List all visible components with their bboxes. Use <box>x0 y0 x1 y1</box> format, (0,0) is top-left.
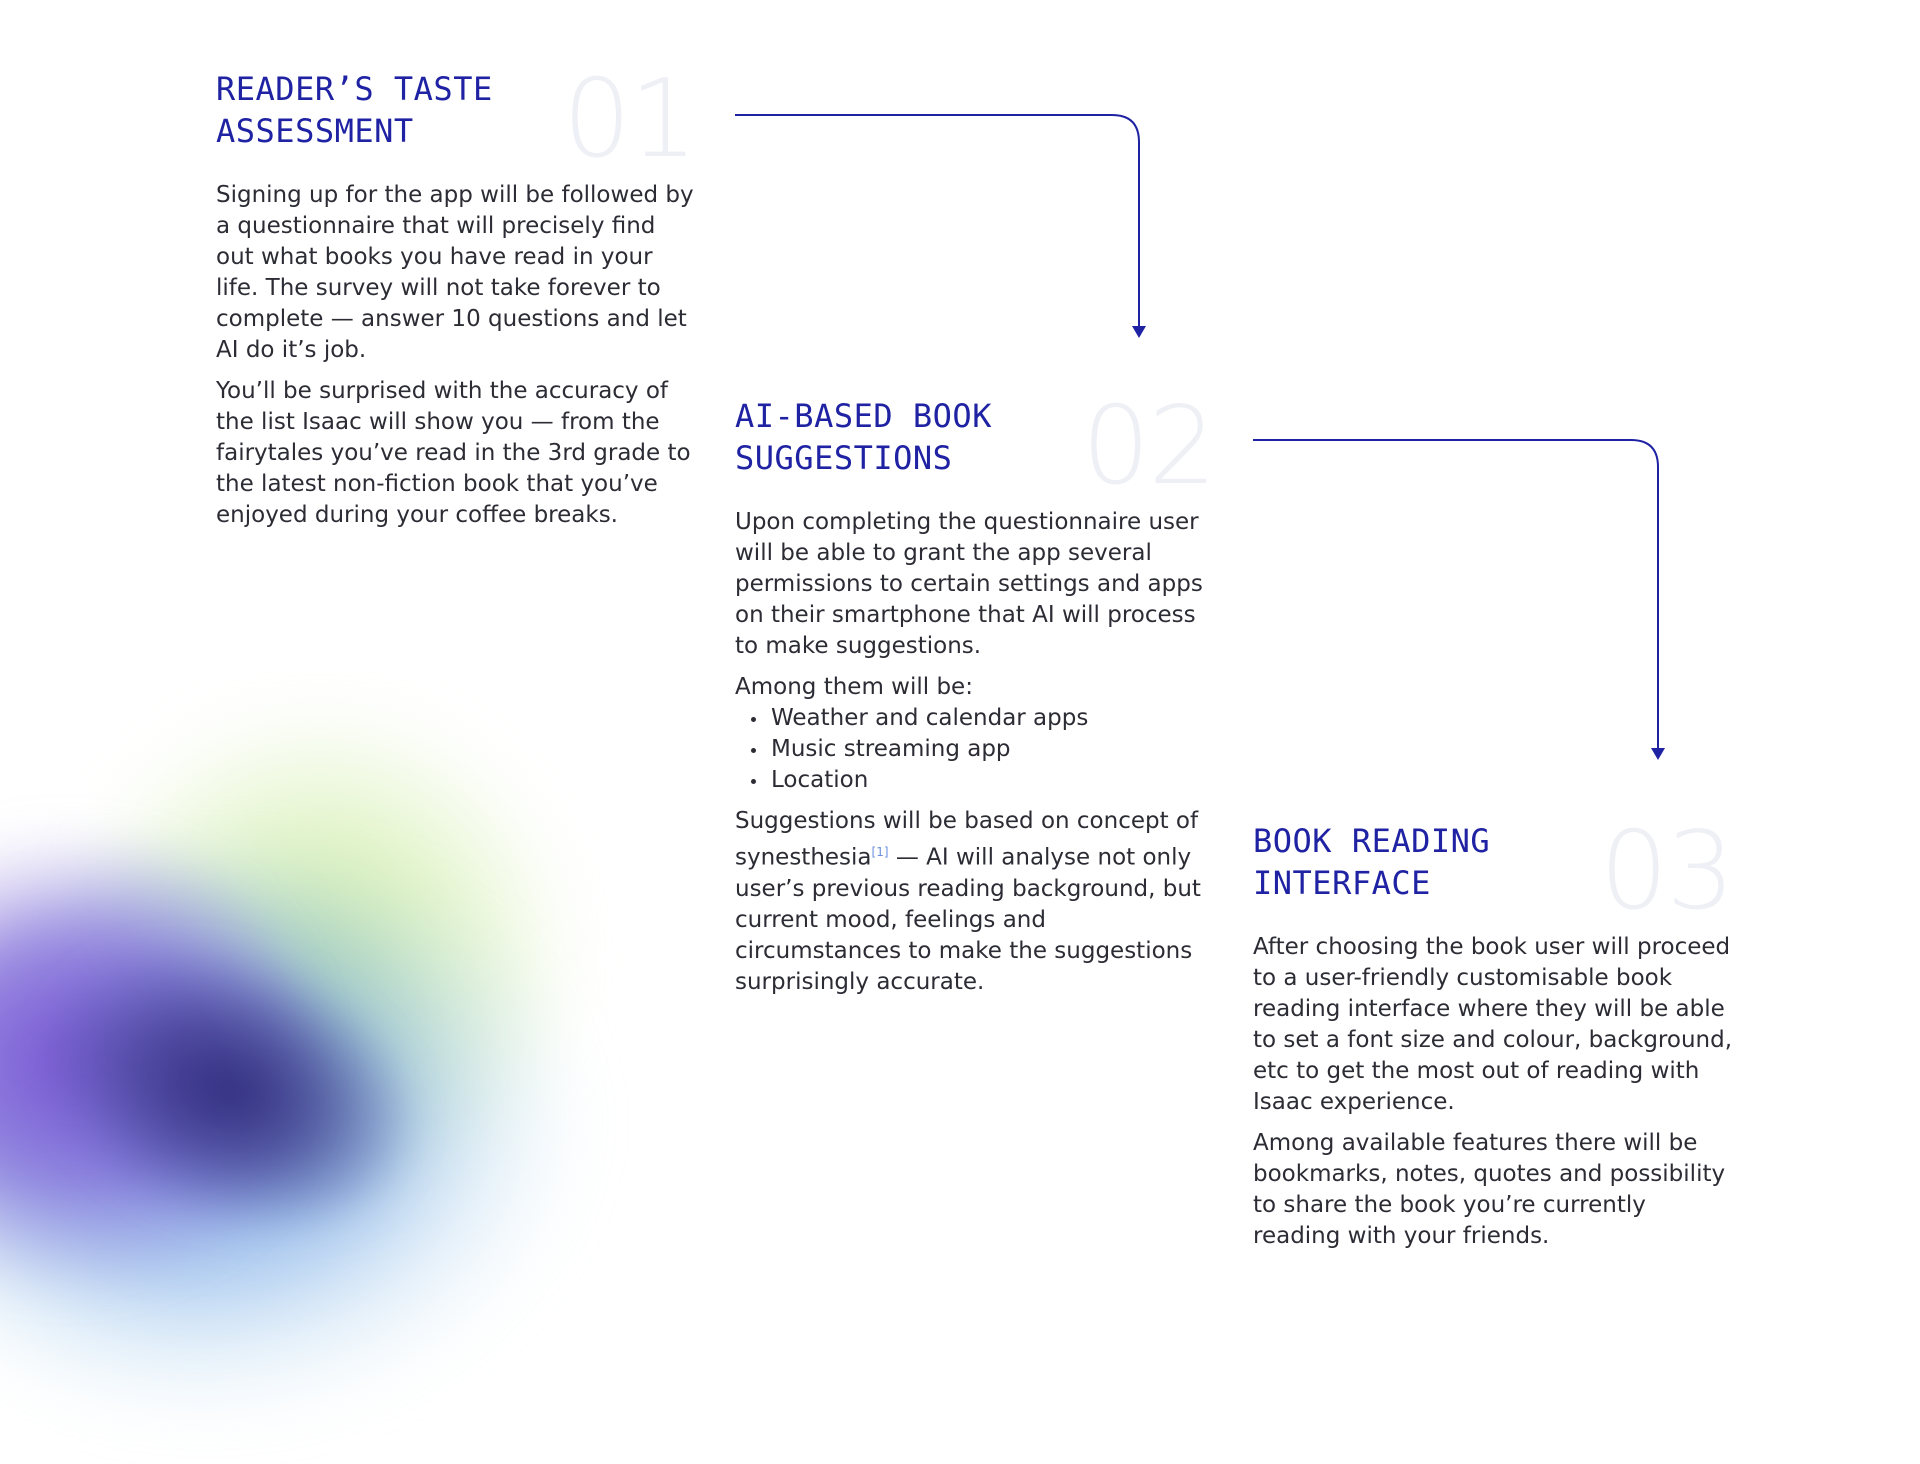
arrowhead-step2 <box>1132 326 1146 338</box>
step-readers-taste-assessment <box>216 57 696 541</box>
paragraph: Upon completing the questionnaire user will be able to grant the app several permissions to certain settings and apps on their smartphone that AI will process to make suggestions. <box>735 509 1203 659</box>
step-ai-based-book-suggestions <box>735 384 1215 1008</box>
closing-text-end: — AI will analyse not only user’s previous reading background, but current mood, feelings and circumstances to make the suggestions surprisingly accurate. <box>735 844 1201 995</box>
list-item: Music streaming app <box>771 734 1215 765</box>
permissions-list <box>735 703 1215 796</box>
list-item: Location <box>771 765 1215 796</box>
gradient-blob-purple <box>0 830 310 1290</box>
step-body <box>735 507 1215 998</box>
step-body <box>1253 932 1733 1252</box>
arrow-step2-to-step3 <box>1253 440 1658 752</box>
paragraph: Signing up for the app will be followed by a questionnaire that will precisely find out what books you have read in your life. The survey will not take forever to complete — answer 10 questions and let AI do it’s job. <box>216 182 694 363</box>
step-number: 03 <box>1599 809 1733 934</box>
paragraph: Among them will be: <box>735 674 973 700</box>
step-body <box>216 180 696 531</box>
step-book-reading-interface <box>1253 809 1733 1262</box>
step-title: READER’S TASTE ASSESSMENT <box>216 70 493 150</box>
gradient-blob-dark <box>7 903 453 1277</box>
arrow-step1-to-step2 <box>735 115 1139 330</box>
step-title: BOOK READING INTERFACE <box>1253 822 1491 902</box>
gradient-blob-blue <box>0 860 580 1420</box>
gradient-blob-green <box>60 700 580 1220</box>
step-number: 02 <box>1081 384 1215 509</box>
step-title: AI-BASED BOOK SUGGESTIONS <box>735 397 992 477</box>
arrowhead-step3 <box>1651 748 1665 760</box>
step-number: 01 <box>562 57 696 182</box>
list-item: Weather and calendar apps <box>771 703 1215 734</box>
closing-text-start: Suggestions will be based on concept of synesthesia <box>735 808 1199 871</box>
footnote-link[interactable]: [1] <box>871 845 889 859</box>
paragraph: After choosing the book user will proceed to a user-friendly customisable book reading interface where they will be able to set a font size and colour, background, etc to get the most out of reading with Isaac experience. <box>1253 934 1733 1115</box>
paragraph: Among available features there will be bookmarks, notes, quotes and possibility to share the book you’re currently reading with your friends. <box>1253 1130 1726 1249</box>
paragraph: You’ll be surprised with the accuracy of the list Isaac will show you — from the fairytales you’ve read in the 3rd grade to the latest non-fiction book that you’ve enjoyed during your coffee breaks. <box>216 378 691 528</box>
paragraph-synesthesia <box>735 806 1215 998</box>
